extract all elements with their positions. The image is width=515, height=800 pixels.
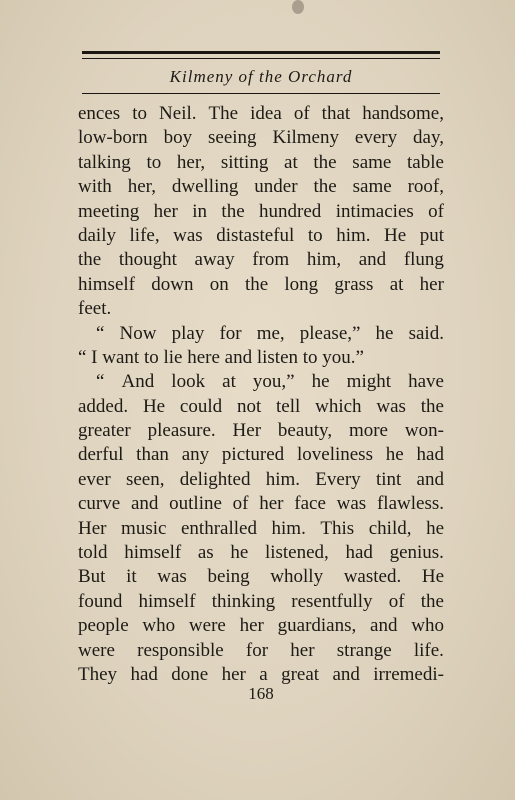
word: grass: [334, 273, 374, 295]
word: derful: [78, 444, 124, 466]
word: meeting: [78, 200, 140, 222]
text-line: [78, 541, 444, 565]
word: daily: [78, 224, 116, 246]
word: low-born: [78, 127, 148, 149]
word: seeing: [208, 127, 257, 149]
word: of: [232, 493, 249, 515]
word: tint: [375, 468, 402, 490]
word: He: [421, 566, 444, 588]
word: were: [78, 639, 115, 661]
word: the: [420, 590, 444, 612]
word: told: [78, 542, 108, 564]
word: play: [171, 322, 205, 344]
word: of: [428, 200, 444, 222]
word: irremedi-: [373, 663, 444, 685]
word: the: [313, 151, 337, 173]
word: look: [171, 371, 206, 393]
word: genius.: [389, 542, 444, 564]
word: pleasure.: [147, 420, 216, 442]
text-line: [78, 200, 444, 224]
word: won-: [404, 420, 444, 442]
word: idea: [250, 103, 282, 124]
word: tell: [276, 395, 301, 417]
word: same: [352, 176, 392, 198]
header-rule-bottom: [82, 93, 440, 94]
word: hundred: [259, 200, 322, 222]
word: he: [311, 371, 330, 393]
text-line: [78, 395, 444, 419]
text-line: [78, 468, 444, 492]
word: were: [188, 615, 226, 637]
word: Neil.: [159, 103, 197, 124]
word: face: [294, 493, 326, 515]
word: flung: [403, 249, 444, 271]
text-line: [78, 590, 444, 614]
word: life.: [413, 639, 444, 661]
word: The: [208, 103, 239, 124]
text-line: [78, 102, 444, 126]
header-rule-thick: [82, 51, 440, 54]
word: ences: [78, 103, 121, 124]
word: Her: [232, 420, 262, 442]
word: from: [252, 249, 290, 271]
word: resentfully: [291, 590, 373, 612]
word: her: [153, 200, 178, 222]
word: intimacies: [335, 200, 414, 222]
word: said.: [408, 322, 444, 344]
word: at: [222, 371, 236, 393]
word: of: [293, 103, 310, 124]
word: that: [321, 103, 351, 124]
word: dwelling: [171, 176, 239, 198]
word: to: [132, 103, 148, 124]
word: and: [370, 615, 398, 637]
text-line: [78, 297, 444, 321]
word: in: [192, 200, 208, 222]
word: day,: [413, 127, 444, 149]
word: great: [281, 663, 320, 685]
line-text: “ I want to lie here and listen to you.”: [78, 346, 364, 368]
word: But: [78, 566, 106, 588]
word: distasteful: [216, 224, 295, 246]
text-line: [78, 419, 444, 443]
line-text: feet.: [78, 298, 112, 320]
word: could: [179, 395, 223, 417]
word: responsible: [137, 639, 224, 661]
word: any: [181, 444, 210, 466]
word: pictured: [221, 444, 285, 466]
word: strange: [336, 639, 392, 661]
word: was: [157, 566, 187, 588]
text-line: [78, 273, 444, 297]
word: “: [96, 322, 105, 344]
word: added.: [78, 395, 129, 417]
word: seen,: [125, 468, 165, 490]
word: the: [420, 395, 444, 417]
word: him.: [265, 468, 301, 490]
word: me,: [256, 322, 285, 344]
word: her: [221, 663, 246, 685]
word: life,: [129, 224, 160, 246]
text-line: [78, 151, 444, 175]
text-line: [78, 639, 444, 663]
word: please,”: [299, 322, 361, 344]
word: talking: [78, 151, 131, 173]
word: it: [126, 566, 137, 588]
word: he: [375, 322, 394, 344]
word: people: [78, 615, 129, 637]
word: her: [419, 273, 444, 295]
word: was: [376, 395, 406, 417]
word: might: [346, 371, 392, 393]
header-rule-thin: [82, 58, 440, 59]
word: he: [426, 517, 444, 539]
word: flawless.: [376, 493, 444, 515]
word: the: [244, 273, 269, 295]
word: her: [290, 639, 315, 661]
word: thought: [118, 249, 177, 271]
word: wasted.: [343, 566, 402, 588]
word: her,: [127, 176, 156, 198]
word: had: [345, 542, 373, 564]
word: Every: [315, 468, 361, 490]
word: was: [336, 493, 367, 515]
word: “: [96, 371, 105, 393]
word: Now: [119, 322, 157, 344]
word: They: [78, 663, 118, 685]
word: thinking: [211, 590, 276, 612]
word: he: [385, 444, 404, 466]
word: you,”: [252, 371, 295, 393]
text-line: [78, 614, 444, 638]
word: the: [221, 200, 245, 222]
word: of: [388, 590, 405, 612]
text-line: [78, 443, 444, 467]
word: found: [78, 590, 123, 612]
word: and: [130, 493, 159, 515]
word: he: [230, 542, 249, 564]
word: outline: [169, 493, 222, 515]
ink-smudge: [292, 0, 304, 14]
word: the: [313, 176, 337, 198]
word: and: [332, 663, 360, 685]
text-line: [78, 126, 444, 150]
word: boy: [163, 127, 193, 149]
word: than: [136, 444, 169, 466]
word: had: [416, 444, 444, 466]
word: table: [407, 151, 444, 173]
word: at: [389, 273, 404, 295]
word: music: [121, 517, 167, 539]
word: and: [358, 249, 387, 271]
text-line: [78, 370, 444, 394]
word: delighted: [179, 468, 251, 490]
word: down: [151, 273, 194, 295]
word: as: [197, 542, 214, 564]
word: him.: [271, 517, 306, 539]
word: loveliness: [296, 444, 373, 466]
text-line: [78, 565, 444, 589]
word: to: [146, 151, 162, 173]
word: the: [78, 249, 102, 271]
word: for: [245, 639, 269, 661]
word: He: [142, 395, 166, 417]
text-line: [78, 517, 444, 541]
word: to: [307, 224, 323, 246]
word: on: [209, 273, 229, 295]
word: who: [411, 615, 444, 637]
word: beauty,: [277, 420, 333, 442]
text-line: [78, 322, 444, 346]
word: He: [384, 224, 407, 246]
word: had: [130, 663, 158, 685]
word: a: [259, 663, 268, 685]
word: himself: [124, 542, 182, 564]
running-head: Kilmeny of the Orchard: [169, 67, 353, 86]
word: not: [236, 395, 262, 417]
word: wholly: [270, 566, 324, 588]
word: greater: [78, 420, 131, 442]
word: sitting: [220, 151, 269, 173]
word: This: [320, 517, 355, 539]
word: himself: [78, 273, 135, 295]
word: him.: [336, 224, 371, 246]
word: child,: [368, 517, 412, 539]
word: was: [173, 224, 203, 246]
word: more: [348, 420, 388, 442]
word: with: [78, 176, 112, 198]
word: away: [194, 249, 235, 271]
word: And: [121, 371, 155, 393]
word: her: [239, 615, 264, 637]
word: roof,: [407, 176, 444, 198]
word: and: [416, 468, 444, 490]
word: which: [315, 395, 362, 417]
body-text: [78, 102, 444, 687]
word: him,: [306, 249, 342, 271]
word: enthralled: [181, 517, 257, 539]
word: guardians,: [277, 615, 357, 637]
word: her: [259, 493, 284, 515]
word: under: [254, 176, 298, 198]
word: have: [408, 371, 444, 393]
word: handsome,: [362, 103, 444, 124]
word: for: [219, 322, 242, 344]
word: her,: [176, 151, 206, 173]
text-line: [78, 492, 444, 516]
text-line: [78, 224, 444, 248]
word: at: [284, 151, 298, 173]
word: every: [354, 127, 398, 149]
word: ever: [78, 468, 111, 490]
text-line: [78, 175, 444, 199]
page-number: 168: [248, 684, 274, 703]
word: put: [419, 224, 444, 246]
text-line: [78, 346, 444, 370]
text-line: [78, 248, 444, 272]
word: himself: [138, 590, 196, 612]
word: Her: [78, 517, 107, 539]
word: done: [171, 663, 209, 685]
word: Kilmeny: [272, 127, 339, 149]
word: curve: [78, 493, 121, 515]
word: who: [142, 615, 176, 637]
word: long: [284, 273, 319, 295]
word: being: [207, 566, 250, 588]
word: listened,: [264, 542, 329, 564]
word: same: [352, 151, 392, 173]
